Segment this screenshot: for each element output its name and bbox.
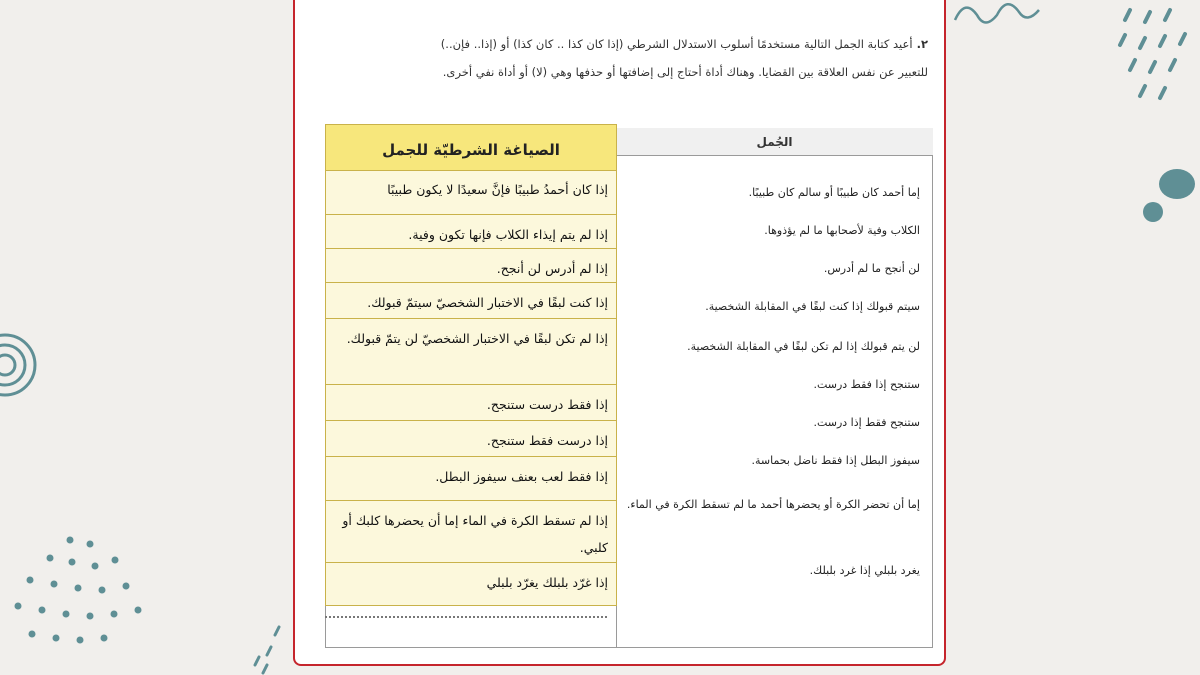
- answer-row: إذا لم تكن لبقًا في الاختبار الشخصيّ لن يتمّ قبولك.: [326, 319, 616, 385]
- sentence-item: لن يتم قبولك إذا لم تكن لبقًا في المقابلة الشخصية.: [687, 340, 920, 353]
- answer-row: إذا لم أدرس لن أنجح.: [326, 249, 616, 283]
- decorative-blob: [1135, 160, 1200, 230]
- sentence-item: إما أن تحضر الكرة أو يحضرها أحمد ما لم تسقط الكرة في الماء.: [626, 498, 920, 511]
- decorative-dashes-bottom: [245, 615, 290, 675]
- sentence-item: ستنجح فقط إذا درست.: [813, 416, 920, 429]
- sentence-item: ستنجح إذا فقط درست.: [813, 378, 920, 391]
- answer-row: إذا كنت لبقًا في الاختبار الشخصيّ سيتمّ قبولك.: [326, 283, 616, 319]
- decorative-dashes: [1105, 0, 1200, 110]
- exercise-number: ٢.: [916, 37, 928, 51]
- instruction-line-2: للتعبير عن نفس العلاقة بين القضايا. وهناك أداة أحتاج إلى إضافتها أو حذفها وهي (لا) أو أداة نفي أخرى.: [442, 65, 928, 79]
- sentence-item: الكلاب وفية لأصحابها ما لم يؤذوها.: [764, 224, 920, 237]
- answer-row: إذا فقط درست ستنجح.: [326, 385, 616, 421]
- decorative-spiral: [0, 320, 45, 410]
- sentence-item: يغرد بلبلي إذا غرد بلبلك.: [809, 564, 920, 577]
- sentences-column-header: الجُمل: [616, 128, 933, 156]
- decorative-swirl: [940, 0, 1060, 40]
- answer-row: إذا لم تسقط الكرة في الماء إما أن يحضرها كلبك أو كلبي.: [326, 501, 616, 563]
- decorative-dots: [10, 530, 150, 660]
- instruction-line-1: [311, 30, 928, 58]
- answer-row: إذا لم يتم إيذاء الكلاب فإنها تكون وفية.: [326, 215, 616, 249]
- answers-column-header: الصياغة الشرطيّة للجمل: [326, 125, 616, 171]
- answer-row: إذا فقط لعب بعنف سيفوز البطل.: [326, 457, 616, 501]
- instruction-text-1: أعيد كتابة الجمل التالية مستخدمًا أسلوب الاستدلال الشرطي (إذا كان كذا .. كان كذا) أو (إذا.. فإن..): [440, 37, 913, 51]
- answers-panel: [325, 124, 617, 606]
- exercise-instruction: [311, 30, 928, 86]
- answer-row: إذا درست فقط ستنجح.: [326, 421, 616, 457]
- sentence-item: إما أحمد كان طبيبًا أو سالم كان طبيبًا.: [748, 186, 920, 199]
- sentence-item: سيفوز البطل إذا فقط ناضل بحماسة.: [751, 454, 920, 467]
- sentence-item: سيتم قبولك إذا كنت لبقًا في المقابلة الشخصية.: [705, 300, 920, 313]
- sentence-item: لن أنجح ما لم أدرس.: [823, 262, 920, 275]
- answer-row: إذا كان أحمدُ طبيبًا فإنَّ سعيدًا لا يكون طبيبًا: [326, 170, 616, 215]
- answer-row: إذا غرّد بلبلك يغرّد بلبلي: [486, 575, 608, 590]
- answer-dotted-line: [325, 616, 607, 618]
